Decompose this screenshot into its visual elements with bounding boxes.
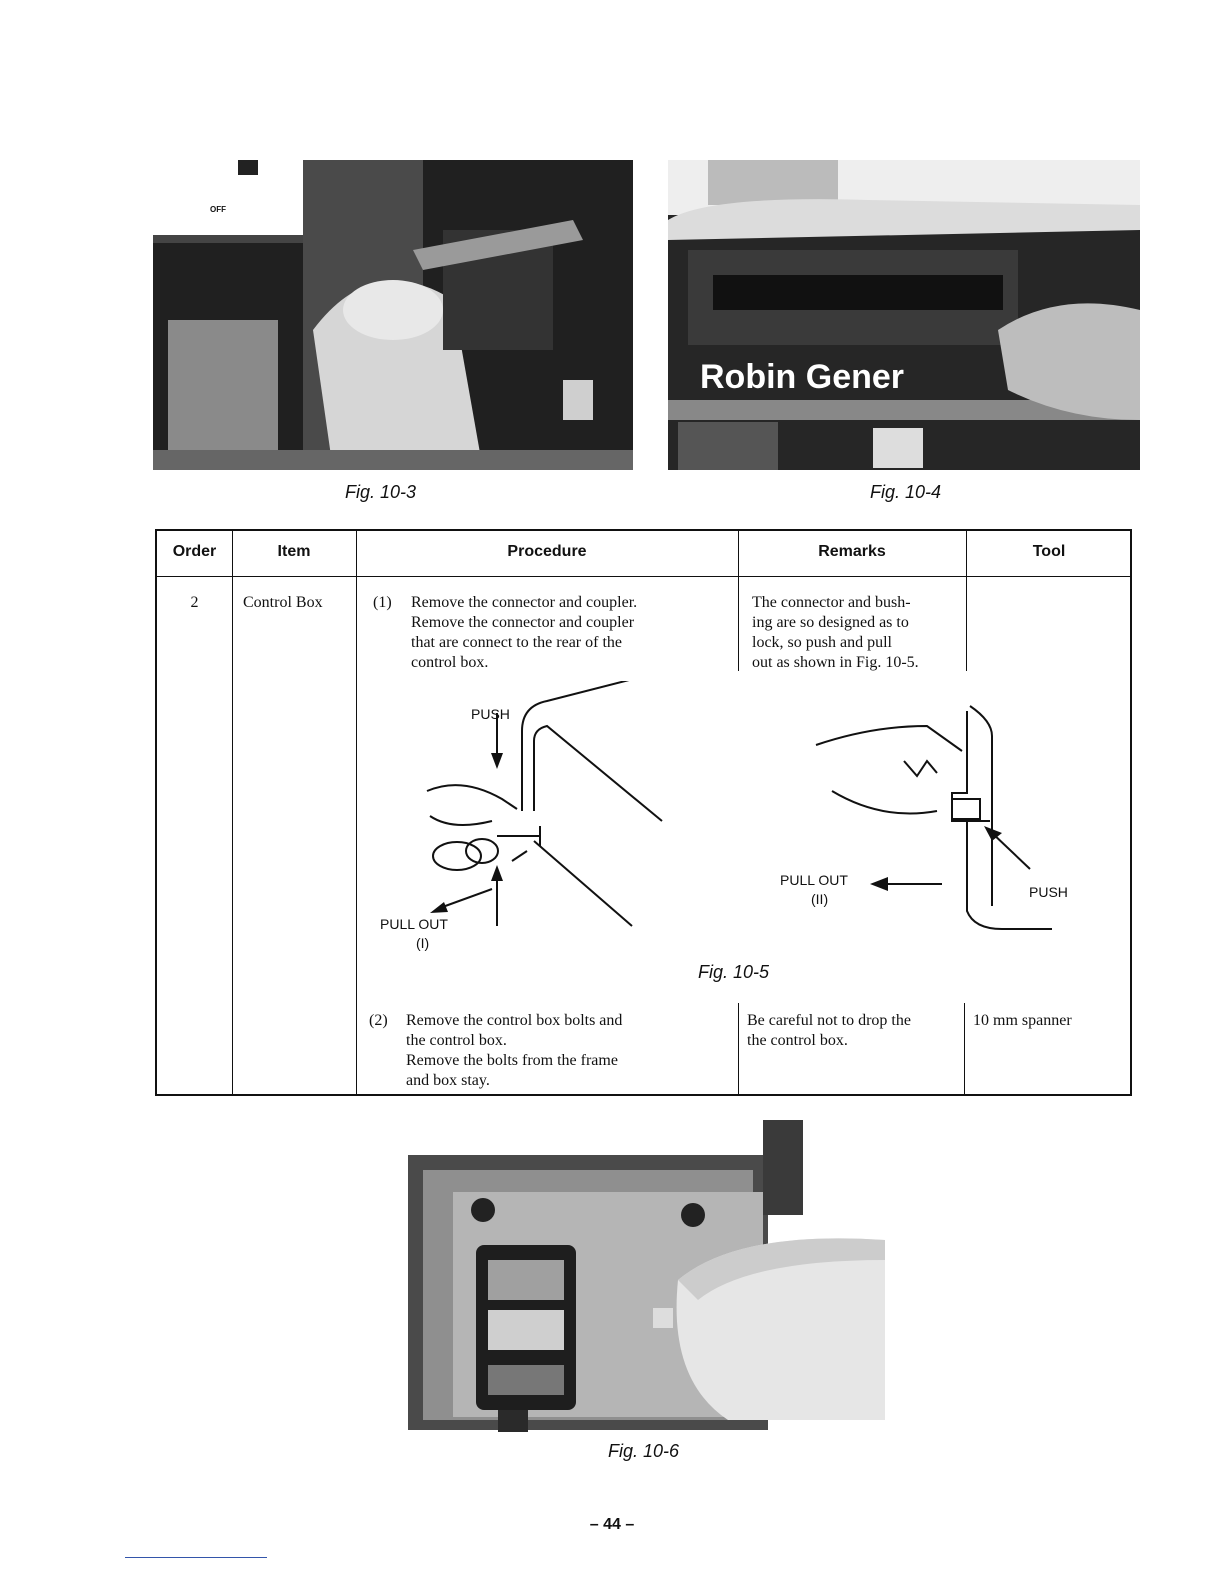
step2-number: (2) bbox=[369, 1012, 388, 1029]
caption-fig-10-5: Fig. 10-5 bbox=[698, 962, 770, 982]
caption-fig-10-3: Fig. 10-3 bbox=[345, 482, 417, 502]
caption-fig-10-6: Fig. 10-6 bbox=[608, 1441, 680, 1461]
step2-text: Remove the control box bolts and the control box. Remove the bolts from the frame and box stay. bbox=[406, 1012, 623, 1089]
step1-number: (1) bbox=[373, 594, 392, 611]
step1-remarks: The connector and bush- ing are so designed as to lock, so push and pull out as shown in Fig. 10-5. bbox=[752, 594, 919, 671]
diagram-right-pull-out-label: PULL OUT bbox=[780, 872, 848, 888]
item-value: Control Box bbox=[243, 594, 323, 611]
off-label: OFF bbox=[210, 205, 226, 214]
diagram-left-push-label: PUSH bbox=[471, 706, 510, 722]
page-number: – 44 – bbox=[589, 1516, 635, 1533]
diagram-left-pull-out-label: PULL OUT bbox=[380, 916, 448, 932]
step2-remarks: Be careful not to drop the the control box. bbox=[747, 1012, 911, 1049]
step1-text: Remove the connector and coupler. Remove the connector and coupler that are connect to the rear of the control box. bbox=[411, 594, 638, 671]
diagram-right-push-label: PUSH bbox=[1029, 884, 1068, 900]
footer-rule bbox=[125, 1557, 267, 1558]
procedure-table bbox=[155, 529, 1132, 1096]
header-tool: Tool bbox=[1032, 543, 1066, 560]
header-order: Order bbox=[172, 543, 217, 560]
photo-fig-10-3 bbox=[153, 160, 633, 470]
step2-tool: 10 mm spanner bbox=[973, 1012, 1072, 1029]
robin-logo-text: Robin Gener bbox=[700, 358, 905, 396]
photo-fig-10-4 bbox=[668, 160, 1140, 470]
header-remarks: Remarks bbox=[818, 543, 886, 560]
diagram-left-number: (I) bbox=[416, 935, 430, 951]
diagram-right-number: (II) bbox=[811, 891, 829, 907]
order-value: 2 bbox=[190, 594, 199, 611]
diagram-fig-10-5 bbox=[362, 681, 1122, 981]
header-procedure: Procedure bbox=[507, 543, 587, 560]
photo-fig-10-6 bbox=[408, 1120, 885, 1432]
header-item: Item bbox=[277, 543, 311, 560]
caption-fig-10-4: Fig. 10-4 bbox=[870, 482, 942, 502]
